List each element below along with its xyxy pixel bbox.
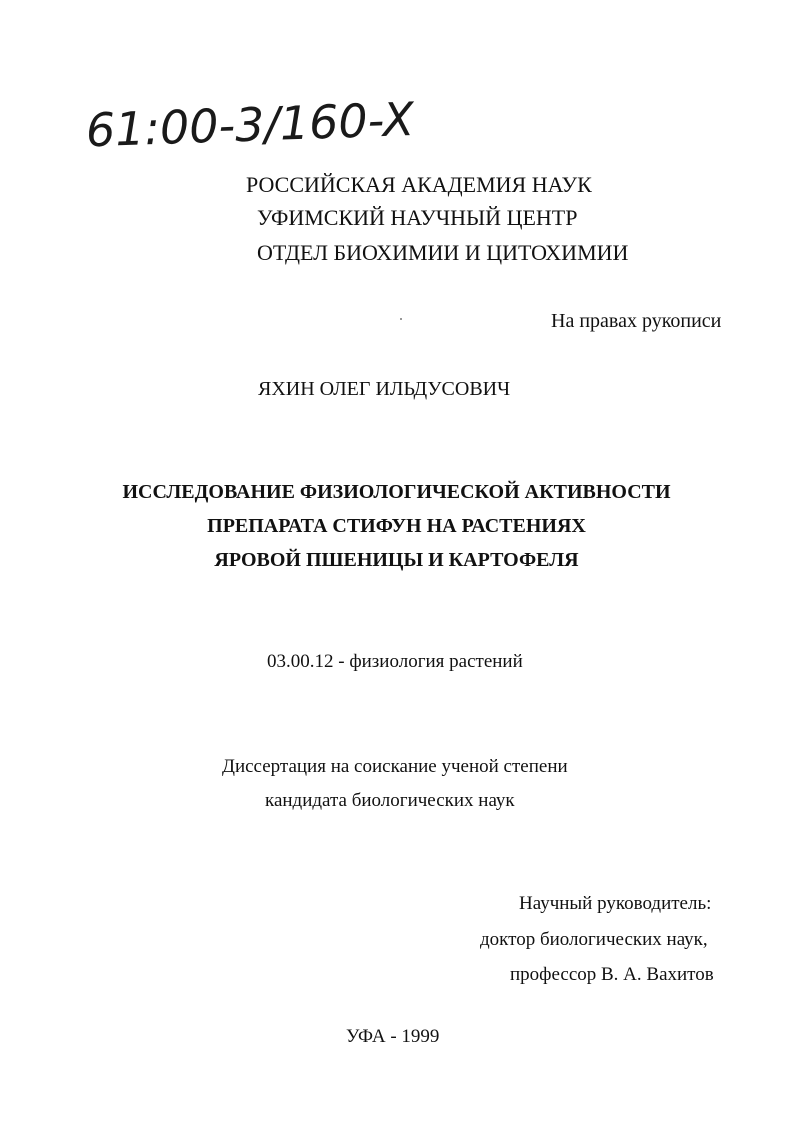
rights-note: На правах рукописи	[551, 310, 722, 332]
handwritten-archive-code	[80, 88, 460, 168]
dissertation-line-2: кандидата биологических наук	[265, 790, 515, 811]
specialty-code: 03.00.12 - физиология растений	[267, 651, 523, 672]
org-line-academy: РОССИЙСКАЯ АКАДЕМИЯ НАУК	[246, 172, 592, 197]
archive-code-text: 61:00-3/160-X	[85, 91, 415, 158]
title-line-3: ЯРОВОЙ ПШЕНИЦЫ И КАРТОФЕЛЯ	[214, 549, 579, 571]
dissertation-line-1: Диссертация на соискание ученой степени	[222, 756, 568, 777]
title-line-1: ИССЛЕДОВАНИЕ ФИЗИОЛОГИЧЕСКОЙ АКТИВНОСТИ	[122, 481, 671, 503]
supervisor-name: профессор В. А. Вахитов	[510, 964, 714, 985]
supervisor-degree: доктор биологических наук,	[480, 929, 708, 950]
author-name: ЯХИН ОЛЕГ ИЛЬДУСОВИЧ	[258, 378, 511, 400]
org-line-center: УФИМСКИЙ НАУЧНЫЙ ЦЕНТР	[257, 205, 578, 230]
title-line-2: ПРЕПАРАТА СТИФУН НА РАСТЕНИЯХ	[207, 515, 586, 537]
supervisor-label: Научный руководитель:	[519, 893, 712, 914]
city-year: УФА - 1999	[346, 1026, 440, 1047]
scan-speck	[400, 318, 402, 320]
org-line-department: ОТДЕЛ БИОХИМИИ И ЦИТОХИМИИ	[257, 240, 629, 265]
